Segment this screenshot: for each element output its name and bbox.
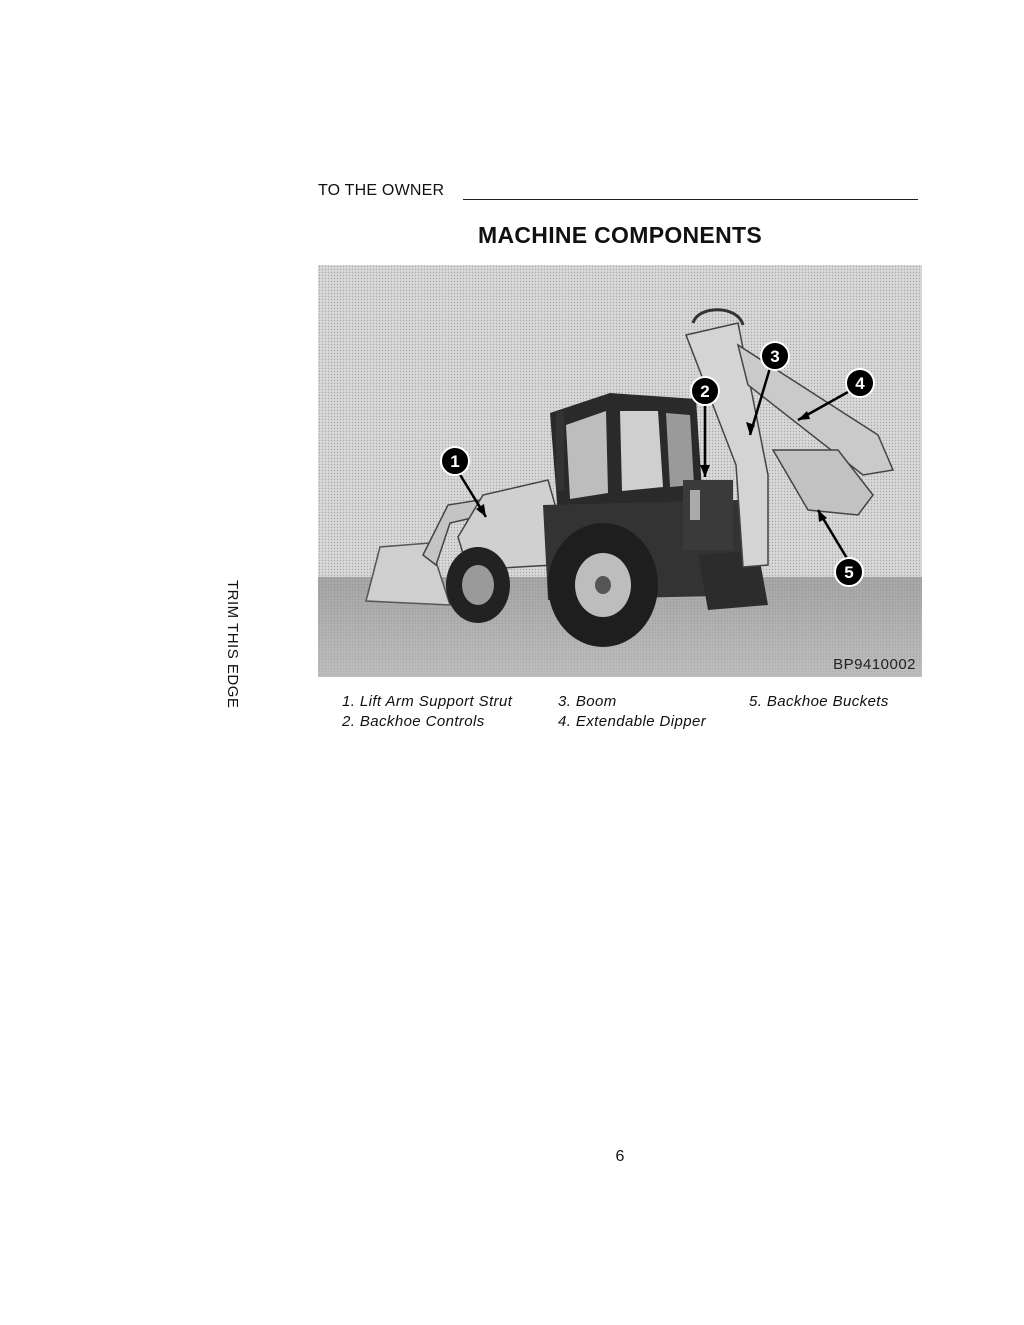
callout-5 <box>835 558 863 586</box>
legend-item-lift-arm-support-strut: 1. Lift Arm Support Strut <box>342 693 513 710</box>
backhoe-illustration <box>318 265 922 677</box>
svg-text:3: 3 <box>770 347 780 366</box>
legend-column-3 <box>749 692 889 712</box>
trim-edge-label: TRIM THIS EDGE <box>224 580 241 709</box>
callout-2 <box>691 377 719 405</box>
figure-code: BP9410002 <box>833 656 916 673</box>
svg-text:1: 1 <box>450 452 460 471</box>
page-title: MACHINE COMPONENTS <box>478 222 762 248</box>
running-header <box>318 182 918 204</box>
legend-item-backhoe-controls: 2. Backhoe Controls <box>342 713 485 730</box>
callout-4 <box>846 369 874 397</box>
legend-item-boom: 3. Boom <box>558 693 617 710</box>
legend-item-backhoe-buckets: 5. Backhoe Buckets <box>749 693 889 710</box>
legend-item-extendable-dipper: 4. Extendable Dipper <box>558 713 707 730</box>
callout-3 <box>761 342 789 370</box>
header-rule <box>463 199 918 200</box>
svg-text:5: 5 <box>844 563 854 582</box>
machine-photo <box>318 265 922 677</box>
legend-column-2 <box>558 692 706 732</box>
legend-column-1 <box>342 692 512 732</box>
page-number: 6 <box>615 1148 625 1165</box>
section-title: TO THE OWNER <box>318 182 445 199</box>
callout-1 <box>441 447 469 475</box>
svg-text:2: 2 <box>700 382 710 401</box>
svg-text:4: 4 <box>855 374 865 393</box>
